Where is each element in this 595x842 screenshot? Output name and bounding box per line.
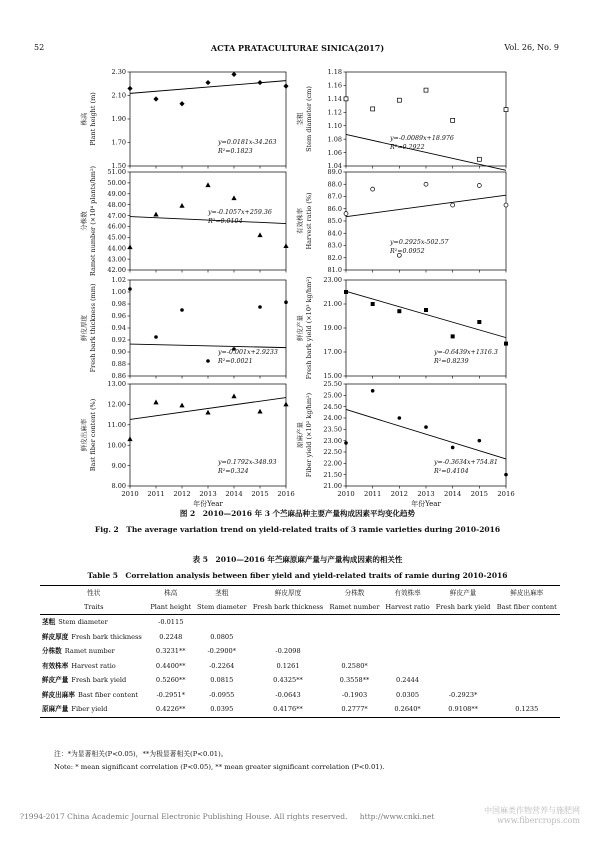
trait-en: Harvest ratio (71, 661, 116, 670)
figure-caption-cn: 图 2 2010—2016 年 3 个苎麻品种主要产量构成因素平均变化趋势 (179, 509, 416, 518)
y-tick-label: 81.0 (327, 266, 342, 275)
regression-equation: y=-0.0089x+18.976 (390, 135, 454, 142)
correlation-cell: 0.4176** (249, 702, 326, 717)
y-axis-label-en: Plant height (m) (89, 92, 97, 146)
trait-en: Fresh bark yield (71, 676, 127, 684)
correlation-cell (327, 644, 383, 659)
y-tick-label: 48.00 (107, 200, 126, 209)
y-tick-label: 87.0 (327, 192, 342, 201)
row-trait-label (40, 615, 148, 630)
col-header-cn: 鲜皮产量 (433, 586, 494, 601)
data-point (179, 101, 184, 106)
correlation-cell (433, 615, 494, 630)
trait-en: Stem diameter (58, 618, 108, 626)
y-tick-label: 85.0 (327, 217, 342, 226)
data-point (284, 300, 288, 304)
correlation-cell (494, 630, 560, 645)
y-tick-label: 21.00 (323, 300, 342, 309)
table-title-en: Table 5 Correlation analysis between fiber yield and yield-related traits of ramie during 2010-2016 (87, 571, 508, 580)
correlation-cell: 0.3558** (339, 676, 370, 684)
y-tick-label: 24.00 (323, 414, 342, 423)
y-tick-label: 23.00 (323, 436, 342, 445)
table-row (40, 702, 560, 717)
regression-equation: y=-0.3634x+754.81 (434, 459, 498, 466)
y-tick-label: 0.92 (111, 336, 126, 345)
data-point (205, 410, 210, 415)
figure-2-charts (0, 60, 595, 510)
r-squared: R²=0.2922 (390, 144, 425, 151)
correlation-cell: 0.2580* (341, 661, 368, 670)
data-point (283, 402, 288, 407)
r-squared: R²=0.8239 (434, 358, 469, 365)
table-row (40, 659, 560, 674)
x-tick-label: 2015 (470, 490, 488, 498)
col-header-en: Fresh bark yield (433, 600, 494, 615)
y-tick-label: 1.10 (327, 121, 342, 130)
table-notes (54, 748, 554, 774)
data-point (257, 80, 262, 85)
data-point (451, 118, 455, 122)
row-trait-label (40, 630, 148, 645)
regression-equation: y=-0.1057x+259.36 (208, 209, 272, 216)
trait-cn: 原麻产量 (42, 705, 69, 713)
table-row (40, 615, 560, 630)
y-tick-label: 9.00 (111, 461, 126, 470)
plot-frame (346, 280, 506, 376)
data-point (504, 473, 508, 477)
data-point (153, 400, 158, 405)
data-point (231, 195, 236, 200)
regression-equation: y=0.0181x-34.263 (218, 139, 277, 146)
data-point (283, 243, 288, 248)
y-axis-label-en: Fresh bark yield (×10³ kg/hm²) (305, 276, 313, 380)
r-squared: R²=0.0952 (390, 248, 425, 255)
copyright-text: ?1994-2017 China Academic Journal Electronic Publishing House. All rights reserved. (20, 812, 348, 821)
correlation-cell (327, 615, 383, 630)
data-point (179, 203, 184, 208)
watermark-cn: 中国麻类作物营养与施肥网 (484, 806, 580, 815)
correlation-cell (494, 644, 560, 659)
data-point (206, 359, 210, 363)
data-point (205, 182, 210, 187)
correlation-cell: 0.4400** (155, 661, 186, 670)
data-point (231, 393, 236, 398)
trait-cn: 鲜皮厚度 (42, 632, 69, 641)
data-point (477, 183, 481, 187)
data-point (451, 446, 455, 450)
data-point (344, 212, 348, 216)
correlation-cell: 0.0805 (210, 632, 234, 641)
site-watermark (484, 806, 580, 826)
y-axis-label-cn: 茎粗 (296, 112, 304, 126)
correlation-cell (382, 644, 432, 659)
figure-caption-en: Fig. 2 The average variation trend on yield-related traits of 3 ramie varieties during 2010-2016 (94, 525, 501, 534)
correlation-cell (327, 630, 383, 645)
correlation-cell: 0.5260** (155, 676, 186, 684)
correlation-cell: 0.3231** (155, 647, 186, 655)
x-tick-label: 2010 (121, 490, 139, 498)
page-footer (20, 806, 580, 825)
correlation-cell: 0.1235 (494, 702, 560, 717)
correlation-cell (433, 673, 494, 688)
watermark-url: www.fibercrops.com (497, 816, 580, 825)
correlation-cell (382, 659, 432, 674)
trait-en: Ramet number (64, 647, 115, 655)
y-axis-label-en: Bast fiber content (%) (89, 398, 97, 472)
x-tick-label: 2016 (497, 490, 515, 498)
correlation-cell (494, 688, 560, 703)
data-point (153, 212, 158, 217)
row-trait-label (40, 673, 148, 688)
y-tick-label: 1.00 (111, 288, 126, 297)
correlation-cell (249, 630, 326, 645)
data-point (257, 409, 262, 414)
plot-frame (130, 384, 286, 486)
data-point (504, 342, 508, 346)
data-point (371, 302, 375, 306)
y-tick-label: 23.50 (323, 425, 342, 434)
regression-equation: y=0.2925x-502.57 (390, 239, 449, 246)
y-tick-label: 19.00 (323, 324, 342, 333)
correlation-cell (382, 630, 432, 645)
y-tick-label: 0.90 (111, 348, 126, 357)
correlation-cell: 0.9108** (433, 702, 494, 717)
y-tick-label: 21.00 (323, 482, 342, 491)
x-tick-label: 2012 (390, 490, 408, 498)
table-note-cn: 注：*为显著相关(P<0.05)，**为极显著相关(P<0.01)。 (54, 750, 228, 758)
y-tick-label: 11.00 (107, 421, 126, 429)
trait-cn: 鲜皮产量 (42, 676, 69, 684)
correlation-cell: -0.2923* (448, 690, 478, 699)
x-tick-label: 2015 (251, 490, 269, 498)
data-point (504, 203, 508, 207)
data-point (477, 157, 481, 161)
data-point (371, 107, 375, 111)
correlation-cell (494, 615, 560, 630)
trend-line (130, 398, 286, 420)
y-tick-label: 1.12 (327, 108, 342, 117)
x-tick-label: 2012 (173, 490, 191, 498)
y-axis-label-en: Fresh bark thickness (mm) (89, 283, 97, 373)
correlation-cell: 0.0305 (396, 690, 420, 699)
y-axis-label-en: Harvest ratio (%) (305, 192, 313, 250)
table-header-cn-row (40, 586, 560, 601)
table-note-en: Note: * mean significant correlation (P<0.05), ** mean greater significant correlation (P<0.01). (54, 763, 385, 771)
data-point (397, 98, 401, 102)
col-header-en: Bast fiber content (494, 600, 560, 615)
trend-line (346, 409, 506, 458)
y-axis-label-cn: 株高 (80, 112, 88, 126)
trend-line (346, 195, 506, 216)
y-tick-label: 0.86 (111, 372, 126, 381)
x-tick-label: 2014 (225, 490, 243, 498)
trait-en: Bast fiber content (77, 690, 139, 699)
data-point (344, 441, 348, 445)
correlation-cell: -0.1903 (341, 690, 368, 699)
correlation-cell (494, 659, 560, 674)
correlation-cell: 0.1261 (276, 661, 300, 670)
x-tick-label: 2011 (147, 490, 165, 498)
correlation-cell: 0.4325** (273, 676, 303, 684)
y-tick-label: 0.98 (111, 300, 126, 309)
correlation-cell: -0.2951* (156, 690, 186, 699)
correlation-cell: -0.0115 (158, 618, 184, 626)
table-header-en-row (40, 600, 560, 615)
trait-cn: 分株数 (42, 647, 62, 655)
trait-cn: 茎粗 (42, 618, 56, 626)
y-tick-label: 44.00 (107, 244, 126, 253)
correlation-table (40, 585, 560, 718)
table-row (40, 688, 560, 703)
plot-frame (130, 72, 286, 166)
y-tick-label: 51.00 (107, 168, 126, 177)
y-tick-label: 21.50 (323, 470, 342, 479)
y-axis-label-cn: 鲜皮厚度 (80, 315, 88, 341)
x-tick-label: 2016 (277, 490, 295, 498)
journal-name: ACTA PRATACULTURAE SINICA(2017) (210, 43, 385, 53)
trait-cn: 鲜皮出麻率 (42, 690, 75, 699)
row-trait-label (40, 688, 148, 703)
correlation-cell: 0.2777* (327, 702, 383, 717)
data-point (154, 335, 158, 339)
data-point (127, 436, 132, 441)
y-tick-label: 83.0 (327, 241, 342, 250)
correlation-cell: 0.4226** (148, 702, 194, 717)
y-tick-label: 84.0 (327, 229, 342, 238)
data-point (231, 72, 236, 77)
col-header-en: Fresh bark thickness (249, 600, 326, 615)
y-tick-label: 0.88 (111, 360, 126, 369)
y-tick-label: 45.00 (107, 233, 126, 242)
y-tick-label: 1.50 (111, 162, 126, 171)
y-axis-label-cn: 原麻产量 (296, 422, 304, 448)
correlation-cell: 0.2248 (159, 632, 183, 641)
plot-frame (346, 384, 506, 486)
y-axis-label-cn: 鲜皮出麻率 (80, 418, 88, 452)
r-squared: R²=0.324 (218, 468, 249, 475)
y-tick-label: 8.00 (111, 482, 126, 491)
x-tick-label: 2010 (337, 490, 355, 498)
data-point (128, 287, 132, 291)
correlation-cell (382, 615, 432, 630)
trend-line (346, 291, 506, 337)
volume-issue: Vol. 26, No. 9 (504, 43, 559, 52)
data-point (398, 416, 402, 420)
y-tick-label: 12.00 (107, 400, 126, 409)
y-tick-label: 15.00 (323, 372, 342, 381)
y-tick-label: 42.00 (107, 266, 126, 275)
trait-cn: 有效株率 (42, 661, 69, 670)
correlation-cell: -0.0955 (209, 690, 235, 699)
row-trait-label (40, 659, 148, 674)
y-axis-label-en: Ramet number (×10⁴ plants/hm²) (89, 165, 97, 277)
data-point (180, 308, 184, 312)
table-row (40, 630, 560, 645)
y-tick-label: 24.50 (323, 402, 342, 411)
y-tick-label: 22.50 (323, 448, 342, 457)
y-tick-label: 1.06 (327, 148, 342, 157)
data-point (424, 425, 428, 429)
data-point (424, 182, 428, 186)
col-header-en: Ramet number (327, 600, 383, 615)
y-tick-label: 89.0 (327, 168, 342, 177)
r-squared: R²=0.0104 (208, 218, 243, 225)
correlation-cell: -0.2098 (275, 647, 301, 655)
y-tick-label: 86.0 (327, 204, 342, 213)
correlation-cell (194, 615, 249, 630)
x-tick-label: 2014 (444, 490, 462, 498)
data-point (371, 187, 375, 191)
y-tick-label: 49.00 (107, 189, 126, 198)
y-tick-label: 2.30 (111, 68, 126, 77)
table-row (40, 673, 560, 688)
correlation-cell (433, 630, 494, 645)
correlation-cell: 0.0815 (210, 676, 234, 684)
data-point (477, 320, 481, 324)
y-tick-label: 1.02 (111, 276, 126, 285)
correlation-cell (249, 615, 326, 630)
y-tick-label: 1.14 (327, 95, 342, 104)
r-squared: R²=0.1823 (218, 148, 253, 155)
correlation-cell (494, 673, 560, 688)
col-header-cn: 鲜皮厚度 (249, 586, 326, 601)
y-axis-label-cn: 有效株率 (296, 208, 304, 234)
y-tick-label: 47.00 (107, 211, 126, 220)
data-point (257, 232, 262, 237)
correlation-cell (433, 659, 494, 674)
correlation-cell: 0.2444 (396, 676, 420, 684)
trait-en: Fiber yield (71, 705, 108, 713)
y-tick-label: 50.00 (107, 179, 126, 188)
col-header-en: Harvest ratio (382, 600, 432, 615)
plot-frame (346, 172, 506, 270)
plot-frame (346, 72, 506, 166)
data-point (371, 389, 375, 393)
y-axis-label-cn: 鲜皮产量 (296, 315, 304, 341)
col-header-cn: 性状 (40, 586, 148, 601)
trend-line (130, 344, 286, 348)
data-point (179, 403, 184, 408)
y-tick-label: 25.00 (323, 391, 342, 400)
col-header-cn: 分株数 (327, 586, 383, 601)
regression-equation: y=-0.001x+2.9233 (218, 349, 278, 356)
col-header-cn: 鲜皮出麻率 (494, 586, 560, 601)
data-point (478, 439, 482, 443)
page-header (0, 43, 595, 57)
correlation-cell: -0.0643 (275, 690, 301, 699)
y-tick-label: 0.94 (111, 324, 126, 333)
regression-equation: y=0.1792x-348.93 (218, 459, 277, 466)
data-point (205, 80, 210, 85)
y-tick-label: 13.00 (107, 380, 126, 389)
data-point (344, 290, 348, 294)
correlation-cell: 0.2640* (382, 702, 432, 717)
x-axis-label: 年份Year (193, 500, 223, 508)
y-tick-label: 0.96 (111, 312, 126, 321)
x-tick-label: 2013 (199, 490, 217, 498)
data-point (344, 97, 348, 101)
y-axis-label-en: Stem diameter (cm) (305, 86, 313, 152)
y-tick-label: 1.18 (327, 68, 342, 77)
y-tick-label: 46.00 (107, 222, 126, 231)
data-point (258, 305, 262, 309)
y-tick-label: 88.0 (327, 180, 342, 189)
y-tick-label: 2.10 (111, 91, 126, 100)
y-tick-label: 82.0 (327, 253, 342, 262)
r-squared: R²=0.4104 (434, 468, 469, 475)
data-point (127, 244, 132, 249)
table-title-cn: 表 5 2010—2016 年苎麻原麻产量与产量构成因素的相关性 (192, 555, 403, 564)
data-point (424, 88, 428, 92)
data-point (283, 84, 288, 89)
y-axis-label-cn: 分株数 (80, 211, 88, 231)
y-tick-label: 1.04 (327, 162, 342, 171)
data-point (397, 309, 401, 313)
correlation-cell: -0.2900* (207, 647, 237, 655)
y-tick-label: 1.90 (111, 115, 126, 124)
x-tick-label: 2013 (417, 490, 435, 498)
y-tick-label: 1.70 (111, 138, 126, 147)
row-trait-label (40, 644, 148, 659)
cnki-url[interactable]: http://www.cnki.net (359, 812, 435, 821)
row-trait-label (40, 702, 148, 717)
data-point (424, 308, 428, 312)
y-axis-label-en: Fiber yield (×10² kg/hm²) (305, 392, 313, 478)
y-tick-label: 17.00 (323, 348, 342, 357)
y-tick-label: 23.00 (323, 276, 342, 285)
col-header-en: Traits (40, 600, 148, 615)
data-point (504, 108, 508, 112)
table-row (40, 644, 560, 659)
r-squared: R²=0.0021 (218, 358, 253, 365)
y-tick-label: 25.50 (323, 380, 342, 389)
col-header-en: Stem diameter (194, 600, 249, 615)
data-point (451, 334, 455, 338)
correlation-cell: 0.0395 (194, 702, 249, 717)
page-number: 52 (34, 43, 45, 52)
y-tick-label: 1.08 (327, 135, 342, 144)
y-tick-label: 43.00 (107, 255, 126, 264)
x-axis-label: 年份Year (411, 500, 441, 508)
y-tick-label: 10.00 (107, 441, 126, 450)
col-header-cn: 株高 (148, 586, 194, 601)
data-point (127, 86, 132, 91)
data-point (451, 203, 455, 207)
x-tick-label: 2011 (364, 490, 382, 498)
col-header-en: Plant height (148, 600, 194, 615)
y-tick-label: 1.16 (327, 81, 342, 90)
regression-equation: y=-0.6439x+1316.3 (434, 349, 498, 356)
col-header-cn: 有效株率 (382, 586, 432, 601)
data-point (153, 96, 158, 101)
y-tick-label: 22.00 (323, 459, 342, 468)
col-header-cn: 茎粗 (194, 586, 249, 601)
correlation-cell: -0.2264 (209, 661, 235, 670)
correlation-cell (433, 644, 494, 659)
trait-en: Fresh bark thickness (71, 632, 142, 641)
